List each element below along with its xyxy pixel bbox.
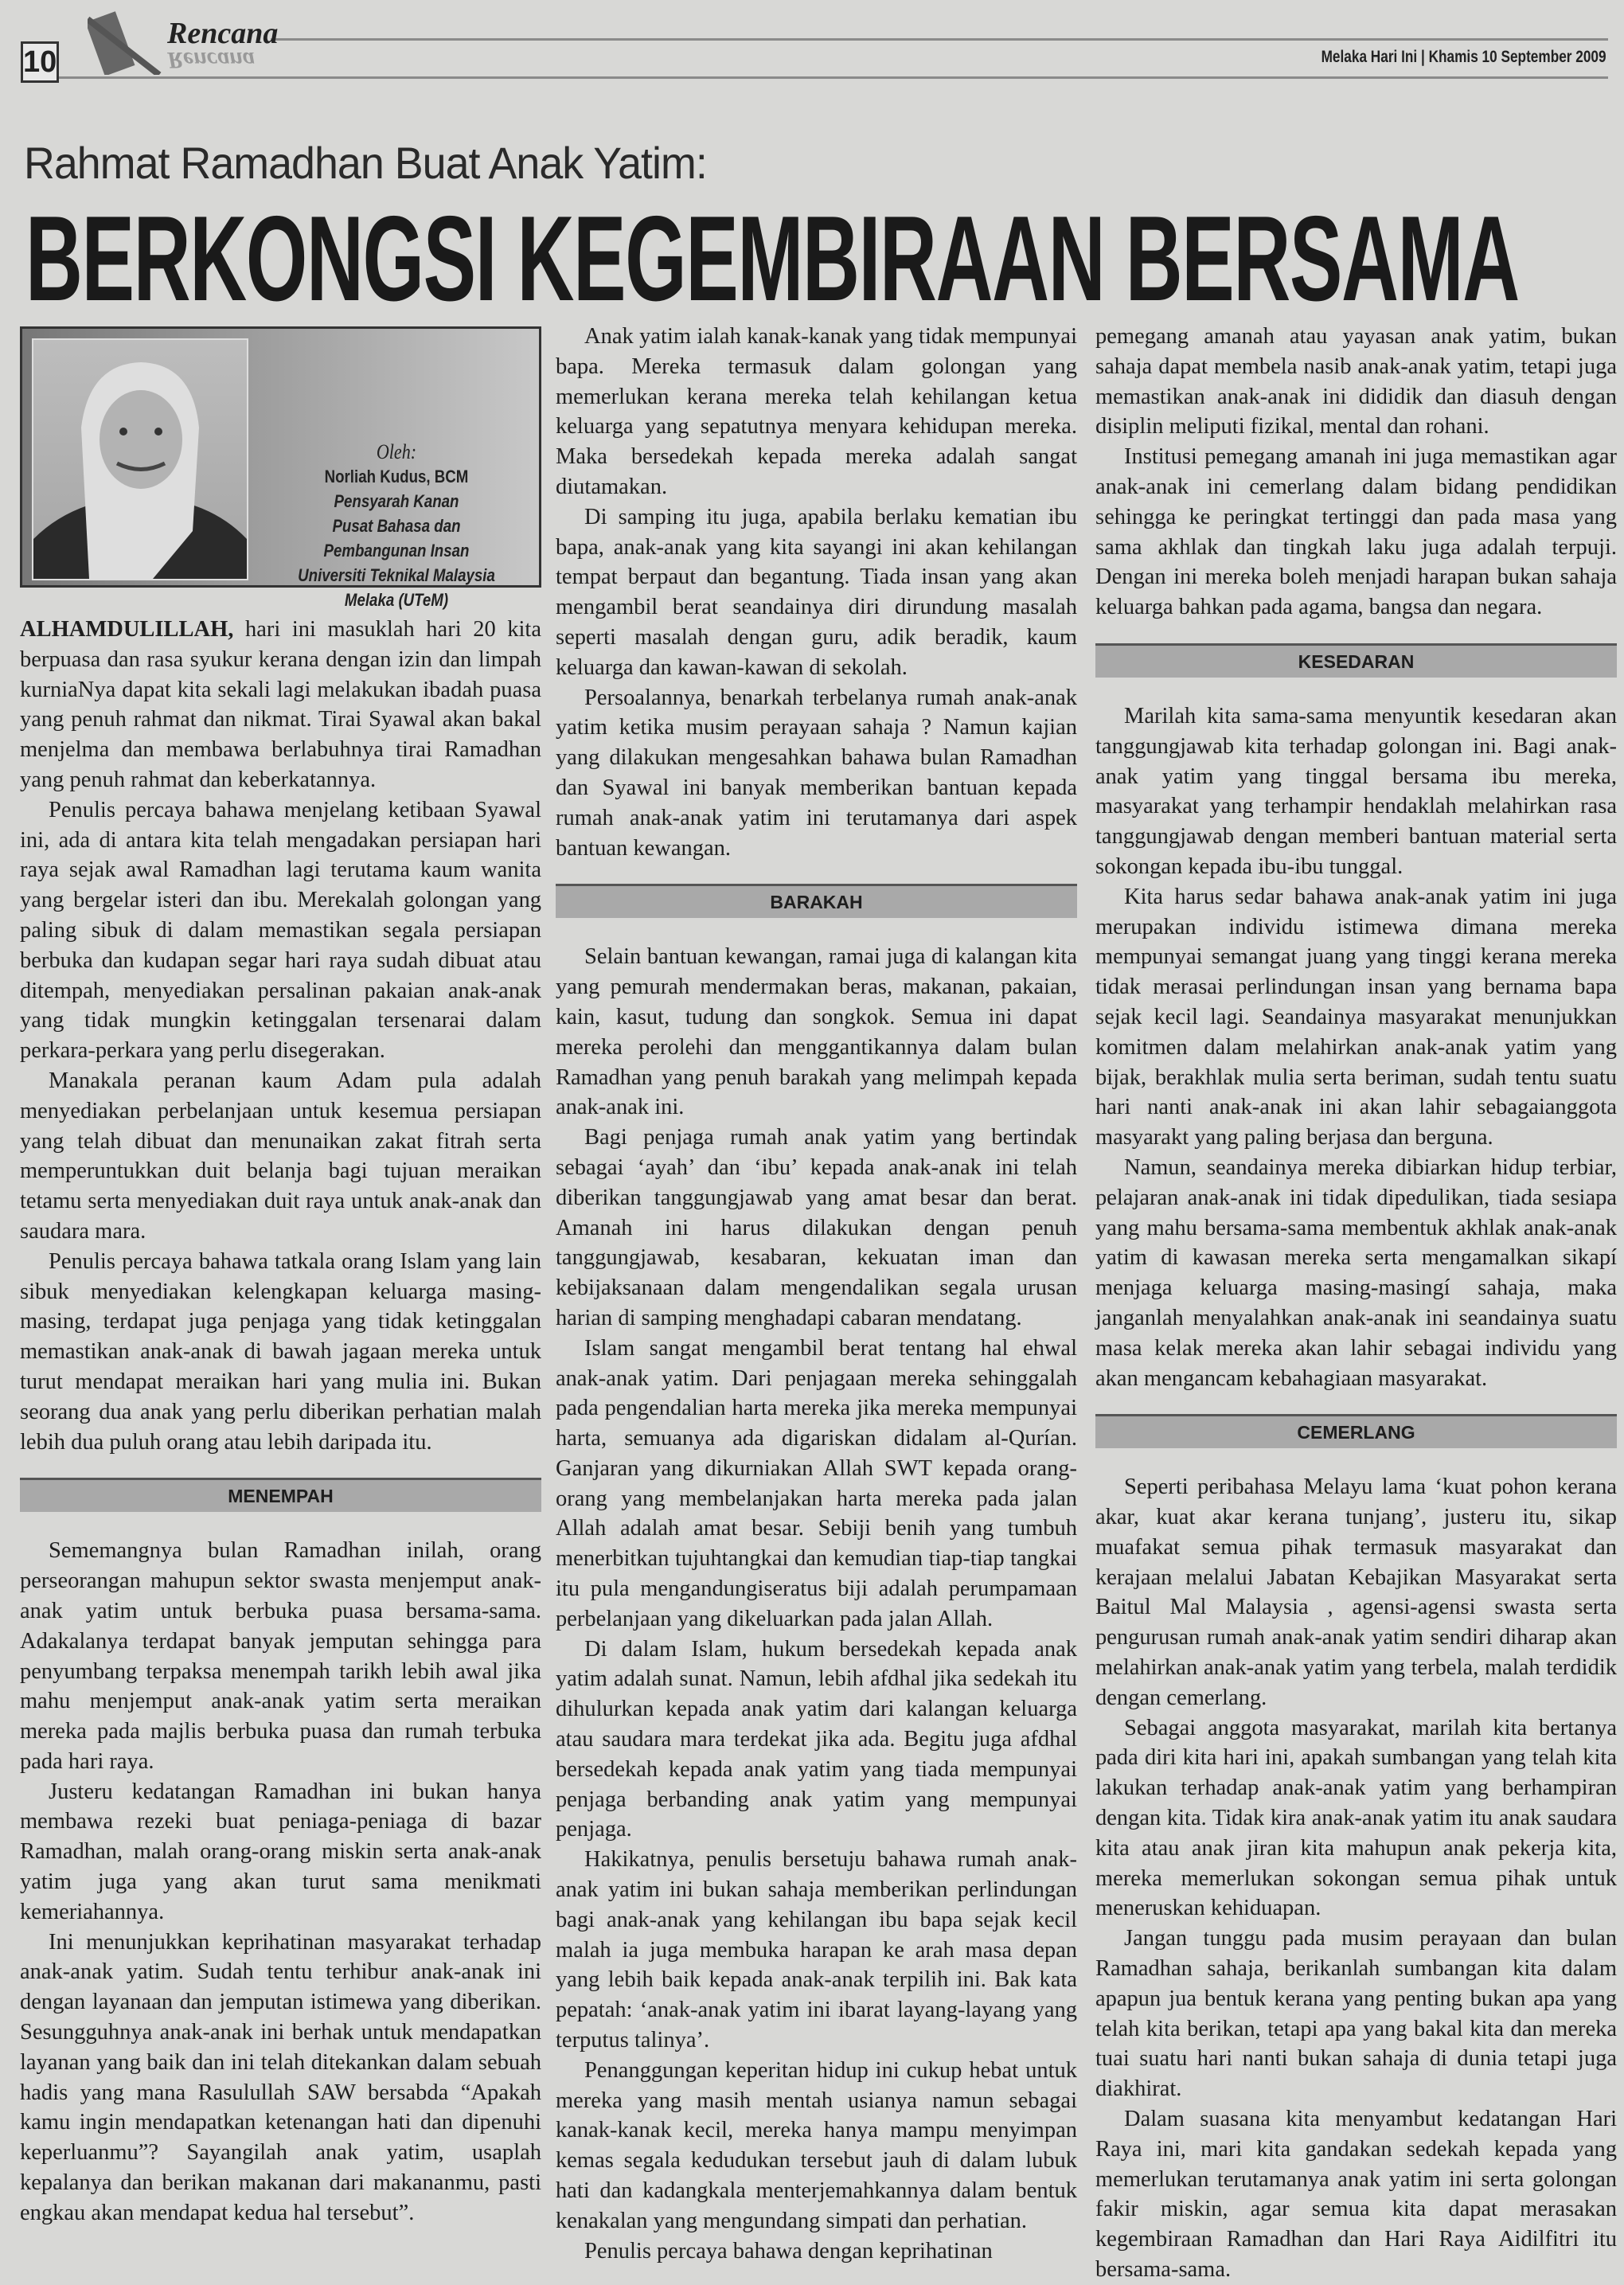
author-credit [282,440,512,612]
subheading-kesedaran: KESEDARAN [1095,643,1617,678]
paragraph: Dalam suasana kita menyambut kedatangan Hari Raya ini, mari kita gandakan sedekah kepada yang memerlukan terutamanya anak yatim ini serta golongan fakir miskin, agar semua kita dapat merasakan kegembiraan Ramadhan dan Hari Raya Aidilfitri itu bersama-sama. [1095,2107,1617,2283]
masthead-top-rule [271,38,1608,41]
author-box [20,326,541,610]
paragraph: Marilah kita sama-sama menyuntik kesedaran akan tanggungjawab kita terhadap golongan ini. Bagi anak-anak yatim yang tinggal bersama ibu mereka, masyarakat yang terhampir hendaklah melahirkan rasa tanggungjawab dengan memberi bantuan material serta sokongan kepada ibu-ibu tunggal. [1095,703,1617,879]
page-number: 10 [21,41,59,83]
paragraph: Di dalam Islam, hukum bersedekah kepada anak yatim adalah sunat. Namun, lebih afdhal jika sedekah itu dihulurkan kepada anak yatim dari kalangan keluarga atau saudara mara terdekat jika ada. Begitu juga afdhal bersedekah kepada anak yatim yang tiada mempunyai penjaga berbanding anak yatim yang mempunyai penjaga. [556,1636,1077,1842]
paragraph: Selain bantuan kewangan, ramai juga di kalangan kita yang pemurah mendermakan beras, makanan, pakaian, kain, kasut, tudung dan songkok. Semua ini dapat mereka perolehi dan menggantikannya dalam bulan Ramadhan yang penuh barakah yang melimpah kepada anak-anak ini. [556,944,1077,1120]
paragraph: Bagi penjaga rumah anak yatim yang bertindak sebagai ‘ayah’ dan ‘ibu’ kepada anak-anak ini telah diberikan tanggungjawab yang amat besar dan berat. Amanah ini harus dilakukan dengan penuh tanggungjawab, kesabaran, kekuatan iman dan kebijaksanaan dalam mengendalikan segala urusan harian di samping menghadapi cabaran mendatang. [556,1125,1077,1330]
author-dept-1: Pusat Bahasa dan [332,516,461,536]
paragraph: Penanggungan keperitan hidup ini cukup hebat untuk mereka yang masih mentah usianya namun sebagai kanak-kanak kecil, mereka hanya mampu menyimpan kemas segala kedudukan tersebut jauh di dalam lubuk hati dan kadangkala menterjemahkannya dalam bentuk kenakalan yang mengundang simpati dan perhatian. [556,2057,1077,2233]
paragraph: Di samping itu juga, apabila berlaku kematian ibu bapa, anak-anak yang kita sayangi ini akan kehilangan tempat berpaut dan begantung. Tiada insan yang akan mengambil berat seandainya diri dirundung masalah seperti masalah dengan guru, adik beradik, kaum keluarga dan kawan-kawan di sekolah. [556,504,1077,680]
article-headline: BERKONGSI KEGEMBIRAAN BERSAMA [25,191,1519,326]
paragraph: Sebagai anggota masyarakat, marilah kita bertanya pada diri kita hari ini, apakah sumbangan yang telah kita lakukan terhadap anak-anak yatim yang berhampiran dengan kita. Tidak kira anak-anak yatim itu anak saudara kita atau anak jiran kita mahupun anak pekerja kita, mereka memerlukan sokongan semua pihak untuk meneruskan kehiduapan. [1095,1715,1617,1921]
subheading-cemerlang: CEMERLANG [1095,1414,1617,1448]
author-photo [32,338,248,580]
lead-word: ALHAMDULILLAH, [20,617,234,642]
paragraph: Justeru kedatangan Ramadhan ini bukan hanya membawa rezeki buat peniaga-peniaga di bazar Ramadhan, malah orang-orang miskin serta anak-anak yatim juga yang akan turut sama menikmati kemeriahannya. [20,1779,541,1924]
paragraph: Ini menunjukkan keprihatinan masyarakat terhadap anak-anak yatim. Sudah tentu terhibur anak-anak ini dengan layanaan dan jemputan istimewa yang diberikan. Sesungguhnya anak-anak ini berhak untuk mendapatkan layanan yang baik dan ini telah ditekankan dalam sebuah hadis yang mana Rasulullah SAW bersabda “Apakah kamu ingin mendapatkan ketenangan hati dan dipenuhi keperluanmu”? Sayangilah anak yatim, usaplah kepalanya dan berikan makanan dari makananmu, pasti engkau akan mendapat kedua hal tersebut”. [20,1929,541,2225]
article-column-1 [20,615,541,2228]
subheading-barakah: BARAKAH [556,884,1077,918]
author-title: Pensyarah Kanan [334,491,459,511]
paragraph: Jangan tunggu pada musim perayaan dan bulan Ramadhan sahaja, berikanlah sumbangan kita dalam apapun jua bentuk kerana yang penting bukan apa yang telah kita berikan, tetapi apa yang bakal kita dan mereka tuai suatu hari nanti bukan sahaja di dunia tetapi juga diakhirat. [1095,1926,1617,2102]
paragraph: Manakala peranan kaum Adam pula adalah menyediakan perbelanjaan untuk kesemua persiapan yang telah dibuat dan menunaikan zakat fitrah serta memperuntukkan duit belanja bagi tujuan meraikan tetamu serta menyediakan duit raya untuk anak-anak dan saudara mara. [20,1068,541,1244]
paragraph: Namun, seandainya mereka dibiarkan hidup terbiar, pelajaran anak-anak ini tidak dipedulikan, tiada sesiapa yang mahu bersama-sama membentuk akhlak anak-anak yatim di kawasan mereka serta mengamalkan sikapí menjaga keluarga masing-masingí sahaja, maka janganlah menyalahkan anak-anak ini seandainya suatu masa kelak mereka akan lahir sebagai individu yang akan mengancam kebahagiaan masyarakat. [1095,1154,1617,1391]
paragraph: Anak yatim ialah kanak-kanak yang tidak mempunyai bapa. Mereka termasuk dalam golongan yang memerlukan kerana mereka telah kehilangan ketua keluarga yang sepatutnya menyara kehidupan mereka. Maka bersedekah kepada mereka adalah sangat diutamakan. [556,324,1077,499]
paragraph [20,615,541,795]
author-name: Norliah Kudus, BCM [324,467,469,486]
paragraph: Institusi pemegang amanah ini juga memastikan agar anak-anak ini cemerlang dalam bidang pendidikan sehingga ke peringkat tertinggi dan pada masa yang sama akhlak dan tingkah laku juga adalah terpuji. Dengan ini mereka boleh menjadi harapan bukan sahaja keluarga bahkan pada agama, bangsa dan negara. [1095,444,1617,620]
paragraph: Sememangnya bulan Ramadhan inilah, orang perseorangan mahupun sektor swasta menjemput anak-anak yatim untuk berbuka puasa bersama-sama. Adakalanya terdapat banyak jemputan sehingga para penyumbang terpaksa menempah tarikh lebih awal jika mahu menjemput anak-anak yatim serta meraikan mereka pada majlis berbuka puasa dan rumah terbuka pada hari raya. [20,1538,541,1774]
masthead-bottom-rule [21,76,1608,79]
paragraph: Kita harus sedar bahawa anak-anak yatim ini juga merupakan individu istimewa dimana mereka mempunyai semangat juang yang tinggi kerana mereka tidak merasai perlindungan insan yang bernama bapa sejak kecil lagi. Seandainya masyarakat menunjukkan komitmen dalam melahirkan anak-anak yatim yang bijak, berakhlak mulia serta beriman, sudah tentu suatu hari nanti anak-anak ini akan lahir sebagaianggota masyarakt yang paling berjasa dan berguna. [1095,884,1617,1150]
author-institution-2: Melaka (UTeM) [344,590,449,610]
paragraph: Penulis percaya bahawa dengan keprihatinan [584,2238,993,2264]
author-by: Oleh: [376,440,417,463]
paragraph: Islam sangat mengambil berat tentang hal ehwal anak-anak yatim. Dari penjagaan mereka sehinggalah pada pengendalian harta mereka jika mereka mempunyai harta, semuanya ada digariskan didalam al-Qurían. Ganjaran yang dikurniakan Allah SWT kepada orang-orang yang membelanjakan harta mereka pada jalan Allah adalah amat besar. Sebiji benih yang tumbuh menerbitkan tujuhtangkai dan kemudian tiap-tiap tangkai itu pula mengandungiseratus biji adalah perumpamaan perbelanjaan yang dikeluarkan pada jalan Allah. [556,1335,1077,1631]
paragraph: pemegang amanah atau yayasan anak yatim, bukan sahaja dapat membela nasib anak-anak yatim, tetapi juga memastikan anak-anak ini dididik dan diasuh dengan disiplin meliputi fizikal, mental dan rohani. [1095,324,1617,439]
article-column-3 [1095,322,1617,2285]
paragraph: Persoalannya, benarkah terbelanya rumah anak-anak yatim ketika musim perayaan sahaja ? Namun kajian yang dilakukan mengesahkan bahawa bulan Ramadhan dan Syawal ini banyak memberikan bantuan kepada rumah anak-anak yatim ini terutamanya dari aspek bantuan kewangan. [556,685,1077,861]
author-institution-1: Universiti Teknikal Malaysia [298,565,495,585]
paragraph: Penulis percaya bahawa tatkala orang Islam yang lain sibuk menyediakan kelengkapan keluarga masing-masing, terdapat juga penjaga yang tidak ketinggalan memastikan anak-anak di bawah jagaan mereka untuk turut mendapat meraikan hari yang mulia ini. Bukan seorang dua anak yang perlu diberikan perhatian malah lebih dua puluh orang atau lebih daripada itu. [20,1248,541,1455]
section-name: Rencana [167,17,279,50]
article-kicker: Rahmat Ramadhan Buat Anak Yatim: [24,138,707,188]
article-column-2 [556,322,1077,2266]
paragraph: Seperti peribahasa Melayu lama ‘kuat pohon kerana akar, kuat akar kerana tunjang’, justeru itu, sikap muafakat semua pihak termasuk masyarakat dan kerajaan melalui Jabatan Kebajikan Masyarakat serta Baitul Mal Malaysia , agensi-agensi swasta serta pengurusan rumah anak-anak yatim sendiri diharap akan melahirkan anak-anak yatim yang terbela, malah terdidik dengan cemerlang. [1095,1475,1617,1710]
subheading-menempah: MENEMPAH [20,1478,541,1512]
paragraph-text: hari ini masuklah hari 20 kita berpuasa dan rasa syukur kerana dengan izin dan limpah kurniaNya dapat kita sekali lagi melakukan ibadah puasa yang penuh rahmat dan nikmat. Tirai Syawal akan bakal menjelma dan membawa berlabuhnya tirai Ramadhan yang penuh rahmat dan keberkatannya. [20,617,541,792]
paragraph: Hakikatnya, penulis bersetuju bahawa rumah anak-anak yatim ini bukan sahaja memberikan perlindungan bagi anak-anak yang kehilangan ibu bapa sejak kecil malah ia juga membuka harapan ke arah masa depan yang lebih baik kepada anak-anak terpilih ini. Bak kata pepatah: ‘anak-anak yatim ini ibarat layang-layang yang terputus talinya’. [556,1847,1077,2053]
dateline: Melaka Hari Ini | Khamis 10 September 2009 [1321,48,1606,66]
paragraph: Penulis percaya bahawa menjelang ketibaan Syawal ini, ada di antara kita telah mengadakan persiapan hari raya sejak awal Ramadhan lagi terutama kaum wanita yang bergelar isteri dan ibu. Merekalah golongan yang paling sibuk di dalam memastikan segala persiapan berbuka dan kudapan segar hari raya sudah dibuat atau ditempah, menyediakan persalinan pakaian anak-anak yang tidak mungkin ketinggalan tersenarai dalam perkara-perkara yang perlu disegerakan. [20,797,541,1064]
author-dept-2: Pembangunan Insan [323,541,470,561]
section-name-reflection: Rencana [167,47,256,73]
